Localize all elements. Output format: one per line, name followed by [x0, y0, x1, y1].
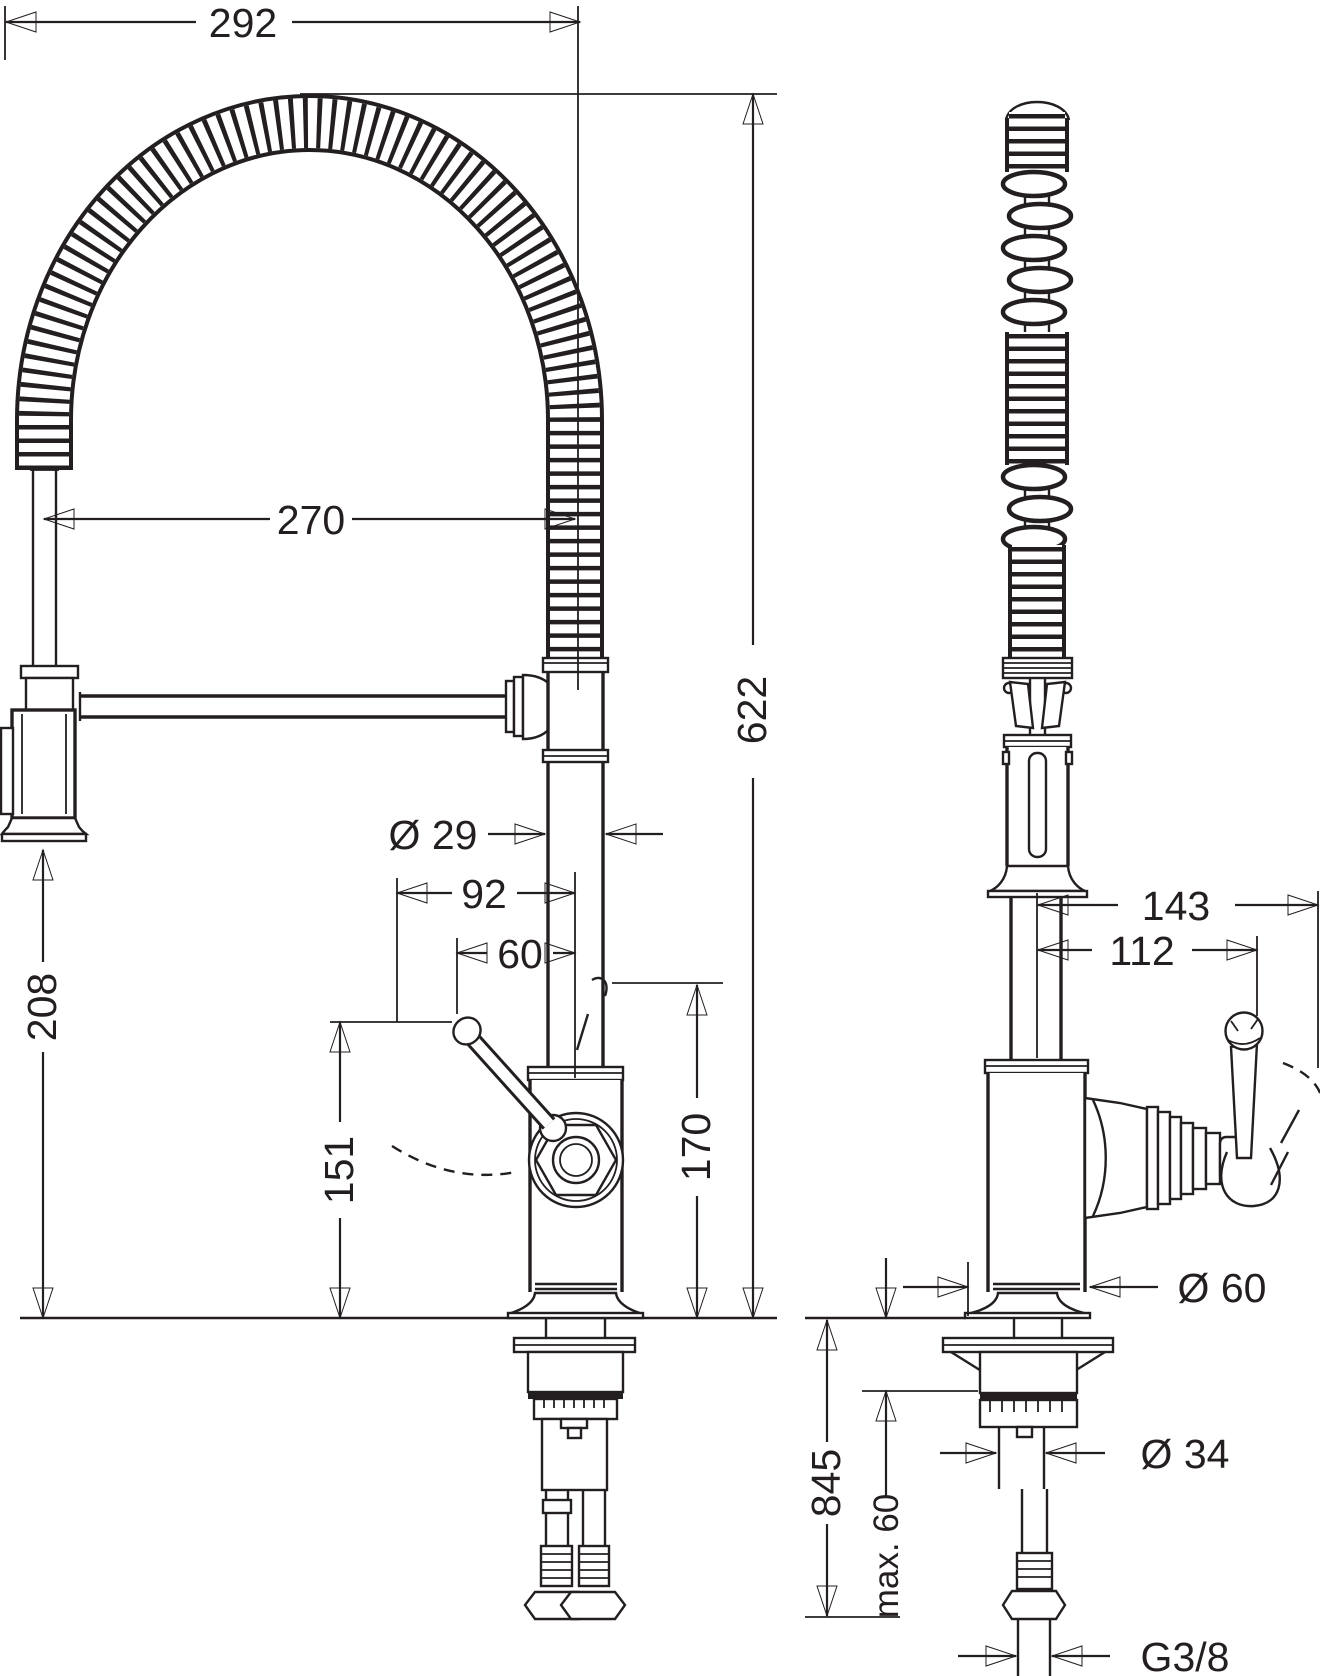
- fixing-screw: [561, 1419, 587, 1428]
- sprayer-hose: [33, 470, 56, 666]
- dim-shank-diameter-label: Ø 34: [1140, 1431, 1230, 1477]
- dim-overall-width: [6, 0, 580, 46]
- support-bar: [80, 675, 558, 739]
- spray-hose-arch: [30, 123, 575, 657]
- holder-cone-left: [1010, 682, 1033, 728]
- sprayer-bell: [2, 818, 86, 834]
- spring-hose-side: [1003, 102, 1071, 657]
- dim-shank-diameter: [940, 1431, 1229, 1477]
- supply-nut-side: [1003, 1591, 1065, 1619]
- lever-swing-arc: [392, 1146, 516, 1175]
- dim-pipe-diameter-label: Ø 29: [388, 812, 478, 858]
- dim-hose-to-spout: [44, 497, 575, 543]
- valve-housing: [1085, 1098, 1147, 1218]
- dim-max-counter-thickness: [867, 1258, 906, 1618]
- mounting-hardware: [514, 1318, 635, 1619]
- dim-base-diameter-label: Ø 60: [1177, 1265, 1267, 1311]
- dim-sprayer-clearance: [19, 850, 65, 1318]
- dim-pipe-diameter: [389, 812, 663, 858]
- dim-overall-width-label: 292: [208, 0, 278, 46]
- dim-sprayer-clearance-label: 208: [19, 972, 65, 1042]
- dim-hose-length: [803, 1320, 849, 1616]
- bell-flare: [990, 866, 1085, 891]
- handle-swing-arc-side: [1283, 1063, 1320, 1104]
- mounting-body-side: [980, 1352, 1077, 1393]
- hose-connector-side: [1017, 1553, 1052, 1589]
- base-flare: [508, 1293, 643, 1314]
- dim-hose-to-spout-label: 270: [276, 497, 346, 543]
- holder-cone-right: [1042, 682, 1065, 728]
- handle-lever-side: [1231, 1043, 1257, 1158]
- dim-overall-depth-label: 143: [1141, 883, 1211, 929]
- dim-lever-swing-reach-label: 92: [461, 871, 507, 917]
- hose-fitting-side: [1003, 658, 1072, 747]
- column-slot: [1029, 753, 1046, 857]
- dim-hose-length-label: 845: [803, 1448, 849, 1518]
- valve-body-side: [965, 1013, 1320, 1319]
- dim-lever-reach-label: 60: [497, 931, 543, 977]
- hand-sprayer: [1, 666, 86, 841]
- mounting-hardware-side: [943, 1318, 1113, 1676]
- supply-nut-right: [561, 1592, 625, 1619]
- dim-outlet-height-label: 170: [673, 1112, 719, 1182]
- dim-lever-height: [316, 1022, 362, 1318]
- dim-outlet-height: [673, 985, 719, 1318]
- dim-overall-height-label: 622: [729, 675, 775, 745]
- hose-connector-right: [579, 1546, 609, 1586]
- side-view: [803, 102, 1320, 1676]
- dim-supply-connection-label: G3/8: [1140, 1634, 1230, 1676]
- dim-lever-depth-label: 112: [1109, 928, 1175, 974]
- dim-overall-height: [729, 94, 775, 1318]
- mounting-body: [528, 1352, 623, 1392]
- dim-lever-depth: [1038, 928, 1257, 974]
- hose-connector-left: [541, 1546, 572, 1586]
- dim-max-counter-thickness-label: max. 60: [867, 1493, 906, 1619]
- dim-lever-height-label: 151: [316, 1135, 362, 1205]
- valve-body: [392, 1012, 643, 1318]
- dim-supply-connection: [958, 1634, 1229, 1676]
- base-flare-side: [967, 1293, 1088, 1314]
- front-view: [1, 0, 777, 1619]
